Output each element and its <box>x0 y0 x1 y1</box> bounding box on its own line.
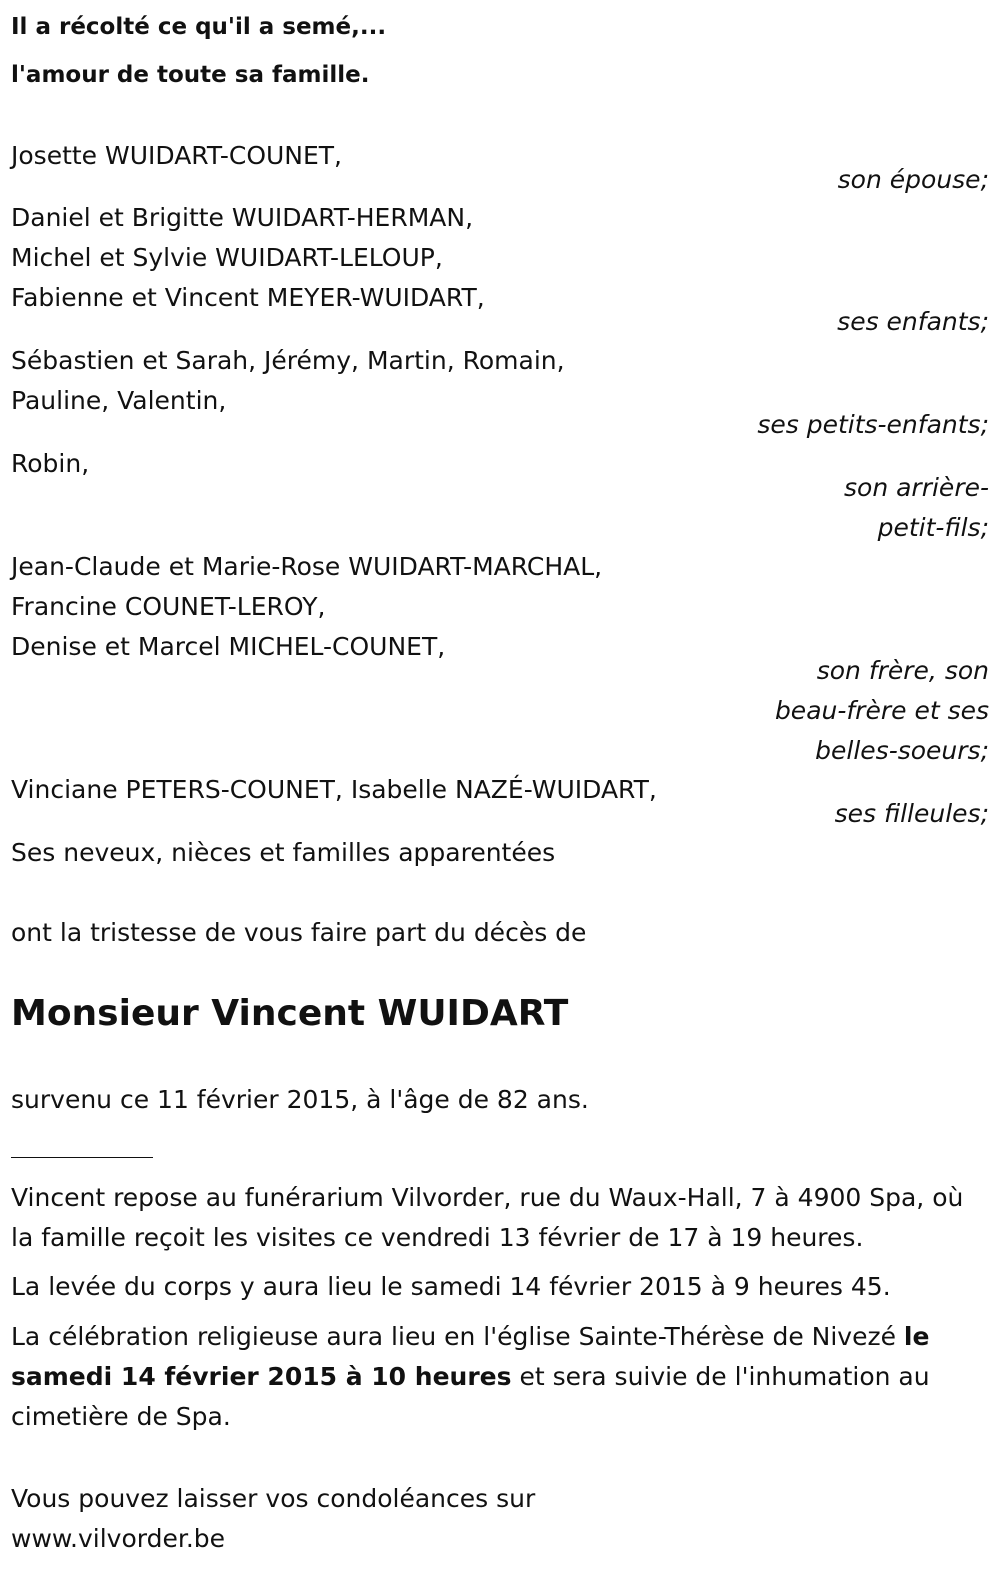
child-name: Daniel et Brigitte WUIDART-HERMAN, <box>11 203 474 232</box>
separator-line <box>11 1157 153 1158</box>
goddaughters-role: ses filleules; <box>834 799 989 828</box>
child-name: Michel et Sylvie WUIDART-LELOUP, <box>11 243 443 272</box>
child-name: Fabienne et Vincent MEYER-WUIDART, <box>11 283 485 312</box>
ceremony-date: le samedi 14 février 2015 à 10 heures <box>11 1322 930 1391</box>
sibling-name: Denise et Marcel MICHEL-COUNET, <box>11 632 446 661</box>
death-info: survenu ce 11 février 2015, à l'âge de 82 ans. <box>11 1085 589 1114</box>
ceremony-text-end: et sera suivie de l'inhumation au cimetière de Spa. <box>11 1362 930 1431</box>
sibling-name: Jean-Claude et Marie-Rose WUIDART-MARCHAL, <box>11 552 603 581</box>
ceremony-text: La célébration religieuse aura lieu en l'église Sainte-Thérèse de Nivezé <box>11 1322 904 1351</box>
announcement: ont la tristesse de vous faire part du décès de <box>11 918 587 947</box>
grandchildren-names: Sébastien et Sarah, Jérémy, Martin, Romain, <box>11 346 565 375</box>
visitation-info: Vincent repose au funérarium Vilvorder, rue du Waux-Hall, 7 à 4900 Spa, où la famille reçoit les visites ce vendredi 13 février de 17 à 19 heures. <box>11 1183 964 1252</box>
epigraph-line-1: Il a récolté ce qu'il a semé,... <box>11 14 387 40</box>
goddaughters-names: Vinciane PETERS-COUNET, Isabelle NAZÉ-WUIDART, <box>11 775 657 804</box>
grandchildren-role: ses petits-enfants; <box>757 410 989 439</box>
siblings-role: belles-soeurs; <box>815 736 989 765</box>
condolences-text: Vous pouvez laisser vos condoléances sur <box>11 1484 536 1513</box>
great-grandchild-role: petit-fils; <box>877 513 989 542</box>
ceremony-info <box>11 1317 986 1437</box>
epigraph-line-2: l'amour de toute sa famille. <box>11 62 370 88</box>
deceased-name: Monsieur Vincent WUIDART <box>11 993 569 1034</box>
great-grandchild-role: son arrière- <box>844 473 989 502</box>
spouse-name: Josette WUIDART-COUNET, <box>11 141 343 170</box>
grandchildren-names: Pauline, Valentin, <box>11 386 227 415</box>
condolences-website[interactable]: www.vilvorder.be <box>11 1524 226 1553</box>
extended-family: Ses neveux, nièces et familles apparentées <box>11 838 556 867</box>
spouse-role: son épouse; <box>837 165 989 194</box>
siblings-role: beau-frère et ses <box>774 696 989 725</box>
departure-info: La levée du corps y aura lieu le samedi 14 février 2015 à 9 heures 45. <box>11 1272 891 1301</box>
great-grandchild-name: Robin, <box>11 449 90 478</box>
sibling-name: Francine COUNET-LEROY, <box>11 592 326 621</box>
children-role: ses enfants; <box>837 307 989 336</box>
siblings-role: son frère, son <box>816 656 989 685</box>
